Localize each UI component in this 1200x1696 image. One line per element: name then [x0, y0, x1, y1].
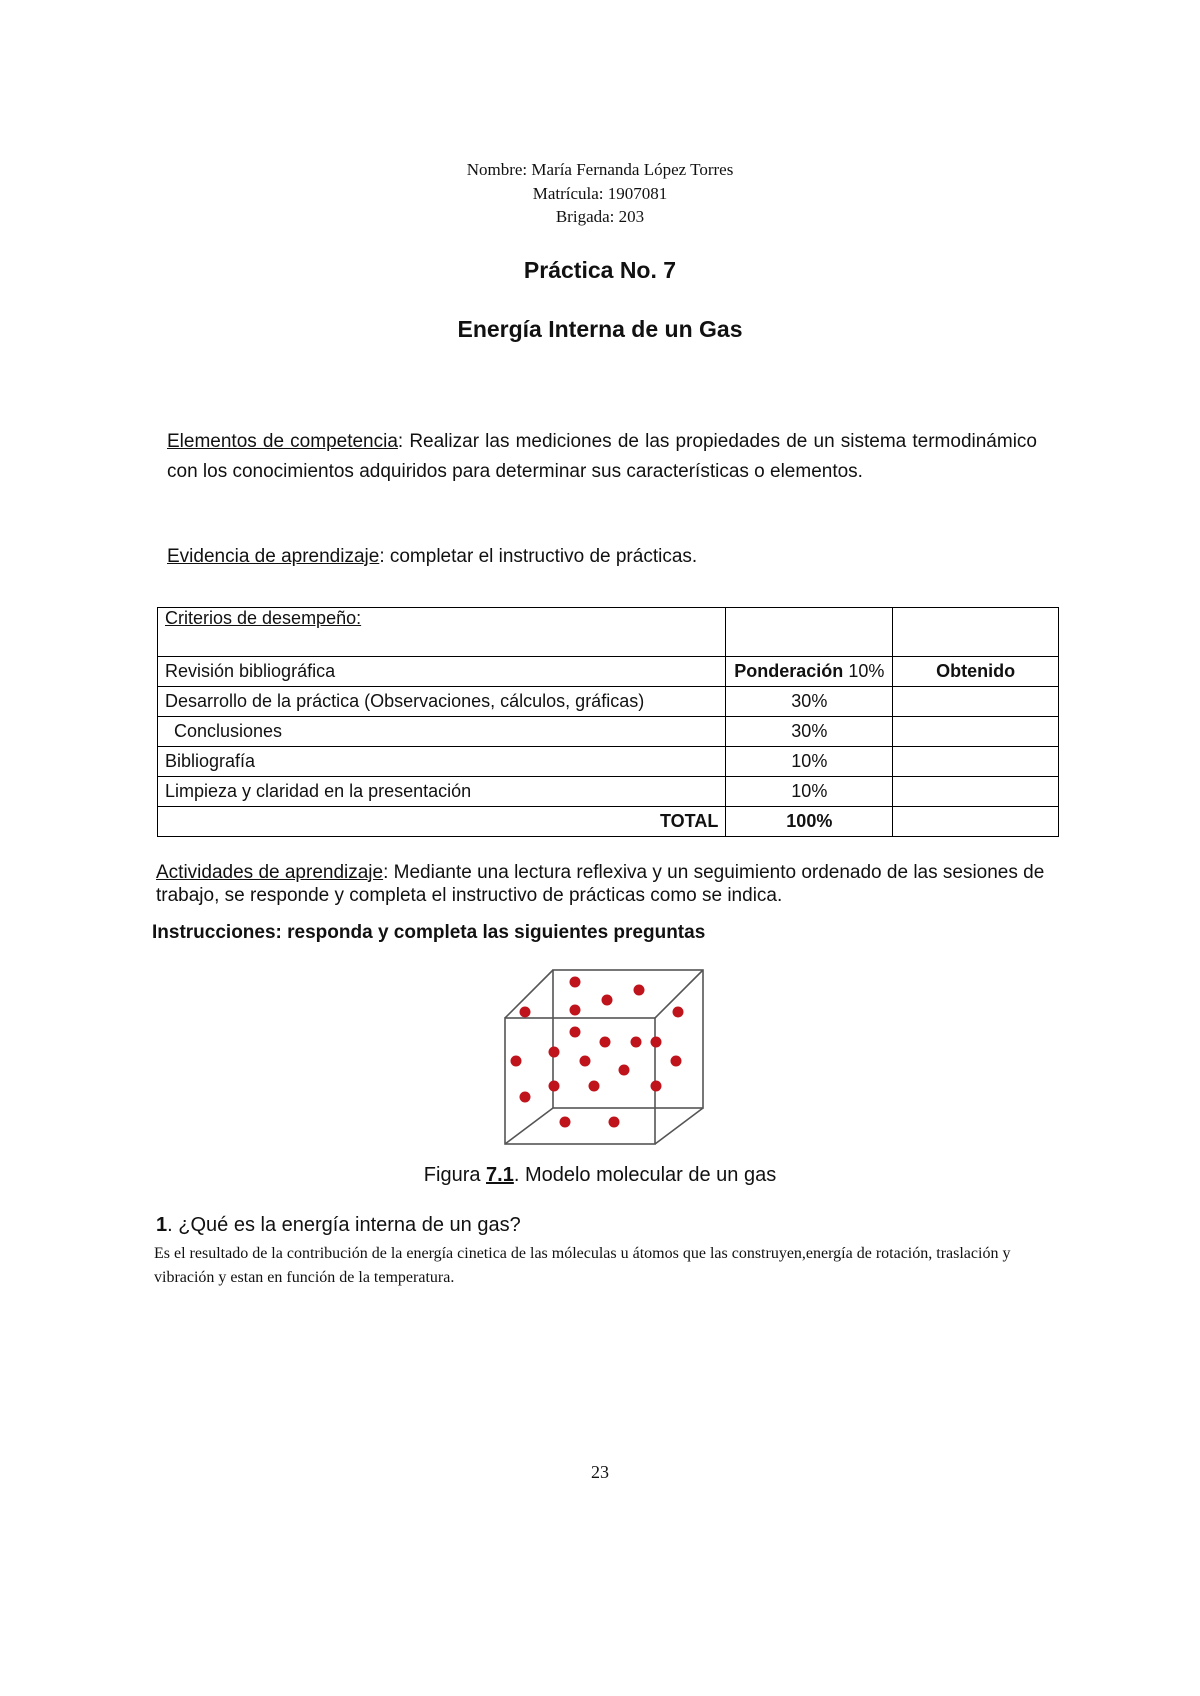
weight-cell: 30%	[726, 717, 893, 747]
evidence-text: : completar el instructivo de prácticas.	[379, 546, 698, 567]
weight-header-cell	[726, 657, 893, 687]
total-obtained-cell	[893, 807, 1059, 837]
student-name: Nombre: María Fernanda López Torres	[466, 160, 734, 179]
total-value: 100%	[726, 807, 893, 837]
question-1	[156, 1214, 1056, 1237]
criteria-header-label: Criterios de desempeño:	[165, 608, 362, 628]
molecule-dot	[651, 1037, 662, 1048]
practice-title: Práctica No. 7	[523, 257, 677, 283]
weight-cell: 10%	[848, 661, 885, 681]
gas-molecular-model-figure	[490, 962, 710, 1154]
molecule-dot	[570, 977, 581, 988]
question-text: . ¿Qué es la energía interna de un gas?	[167, 1214, 521, 1236]
weight-cell: 30%	[726, 687, 893, 717]
molecule-dot	[549, 1047, 560, 1058]
figure-caption-number: 7.1	[486, 1164, 514, 1186]
weight-header: Ponderación	[734, 661, 844, 681]
evidence-label: Evidencia de aprendizaje	[167, 546, 380, 567]
figure-caption	[0, 1164, 1200, 1187]
student-id: Matrícula: 1907081	[532, 184, 668, 203]
molecule-dot	[549, 1081, 560, 1092]
evidence-paragraph	[167, 542, 1037, 572]
cube-front-face	[505, 1018, 655, 1144]
molecule-dot	[511, 1056, 522, 1067]
activities-text: : Mediante una lectura reflexiva y un seguimiento ordenado de las sesiones de trabajo, se responde y completa el instructivo de prácticas como se indica.	[156, 862, 1045, 906]
criteria-header-cell	[158, 608, 726, 657]
empty-header-cell	[726, 608, 893, 657]
criteria-cell: Limpieza y claridad en la presentación	[158, 777, 726, 807]
criteria-cell: Desarrollo de la práctica (Observaciones, cálculos, gráficas)	[158, 687, 726, 717]
obtained-cell	[893, 777, 1059, 807]
molecule-dot	[560, 1117, 571, 1128]
criteria-cell: Conclusiones	[158, 717, 726, 747]
table-row	[158, 747, 1059, 777]
cube-edge	[655, 1108, 703, 1144]
competence-text: : Realizar las mediciones de las propiedades de un sistema termodinámico con los conocimientos adquiridos para determinar sus características o elementos.	[167, 431, 1037, 482]
table-row	[158, 717, 1059, 747]
competence-label: Elementos de competencia	[167, 431, 398, 452]
total-row	[158, 807, 1059, 837]
molecule-dot	[520, 1092, 531, 1103]
page-number: 23	[591, 1462, 609, 1482]
molecule-dot	[631, 1037, 642, 1048]
molecule-dot	[589, 1081, 600, 1092]
molecules	[511, 977, 684, 1128]
weight-cell: 10%	[726, 777, 893, 807]
competence-paragraph	[167, 427, 1037, 487]
empty-header-cell	[893, 608, 1059, 657]
table-row	[158, 687, 1059, 717]
molecule-dot	[673, 1007, 684, 1018]
obtained-header-cell: Obtenido	[893, 657, 1059, 687]
cube-back-face	[553, 970, 703, 1108]
molecule-dot	[634, 985, 645, 996]
activities-label: Actividades de aprendizaje	[156, 862, 384, 883]
figure-caption-text: . Modelo molecular de un gas	[513, 1164, 777, 1186]
table-header-row	[158, 608, 1059, 657]
molecule-dot	[600, 1037, 611, 1048]
criteria-cell: Revisión bibliográfica	[158, 657, 726, 687]
molecule-dot	[580, 1056, 591, 1067]
obtained-cell	[893, 747, 1059, 777]
brigade: Brigada: 203	[555, 207, 645, 226]
molecule-dot	[570, 1027, 581, 1038]
instructions: Instrucciones: responda y completa las siguientes preguntas	[152, 922, 706, 943]
molecule-dot	[671, 1056, 682, 1067]
obtained-cell	[893, 717, 1059, 747]
molecule-dot	[520, 1007, 531, 1018]
molecule-dot	[602, 995, 613, 1006]
cube-edge	[505, 1108, 553, 1144]
activities-paragraph	[156, 861, 1046, 907]
question-number: 1	[156, 1214, 168, 1236]
total-label: TOTAL	[158, 807, 726, 837]
molecule-dot	[570, 1005, 581, 1016]
table-row	[158, 777, 1059, 807]
practice-subtitle: Energía Interna de un Gas	[457, 316, 743, 342]
table-row	[158, 657, 1059, 687]
criteria-table	[157, 607, 1059, 837]
question-1-answer: Es el resultado de la contribución de la energía cinetica de las móleculas u átomos que las construyen,energía de rotación, traslación y vibración y estan en función de la temperatura.	[154, 1245, 1011, 1286]
obtained-cell	[893, 687, 1059, 717]
criteria-cell: Bibliografía	[158, 747, 726, 777]
weight-cell: 10%	[726, 747, 893, 777]
figure-caption-prefix: Figura	[423, 1164, 487, 1186]
molecule-dot	[609, 1117, 620, 1128]
molecule-dot	[651, 1081, 662, 1092]
molecule-dot	[619, 1065, 630, 1076]
